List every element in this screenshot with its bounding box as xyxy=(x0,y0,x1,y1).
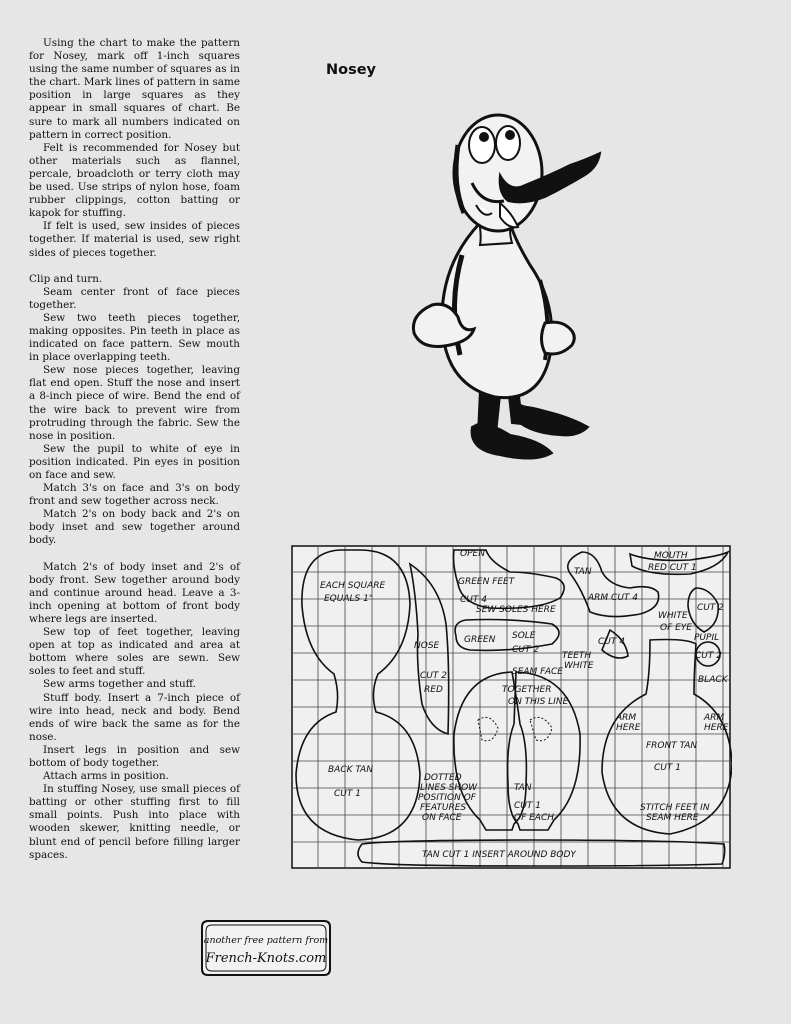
label-inset: TAN CUT 1 INSERT AROUND BODY xyxy=(422,850,576,860)
credit-line-1: another free pattern from xyxy=(203,935,329,946)
credit-badge-frame xyxy=(202,921,330,975)
instruction-paragraph: Match 2's of body inset and 2's of body front. Sew together around body and continue around head. Leave a 3-inch opening at bottom of front body where legs are inserted. xyxy=(29,560,240,625)
label-sew-soles: SEW SOLES HERE xyxy=(476,605,556,615)
label-together: TOGETHER xyxy=(502,685,552,695)
label-feet-cut: CUT 4 xyxy=(460,595,487,605)
instruction-paragraph: Using the chart to make the pattern for Nosey, mark off 1-inch squares using the same number of squares as in the chart. Mark lines of pattern in same position in large squares as they appear in small squares of chart. Be sure to mark all numbers indicated on pattern in correct position. xyxy=(29,37,240,141)
label-mouth-cut: RED CUT 1 xyxy=(648,563,697,573)
label-teeth: TEETH xyxy=(562,651,592,661)
instruction-paragraph: Attach arms in position. xyxy=(43,770,169,783)
label-on-this-line: ON THIS LINE xyxy=(508,697,569,707)
label-of-each: OF EACH xyxy=(514,813,555,823)
instruction-paragraph: Clip and turn. xyxy=(29,272,103,285)
instruction-paragraph: Stuff body. Insert a 7-inch piece of wire into head, neck and body. Bend ends of wire back the same as for the nose. xyxy=(29,691,240,743)
duck-foot xyxy=(512,407,588,436)
label-equals: EQUALS 1" xyxy=(324,594,373,604)
label-pupil-cut: CUT 2 xyxy=(695,651,722,661)
label-seam-face: SEAM FACE xyxy=(512,667,563,677)
instruction-paragraph: Match 2's on body back and 2's on body inset and sew together around body. xyxy=(29,508,240,547)
duck-pupil xyxy=(505,130,515,140)
instructions-text xyxy=(29,37,240,862)
label-sole: SOLE xyxy=(512,631,536,641)
label-face-tan: TAN xyxy=(514,783,532,793)
instruction-paragraph: Sew two teeth pieces together, making opposites. Pin teeth in place as indicated on face pattern. Sew mouth in place overlapping teeth. xyxy=(29,311,240,364)
label-eye-cut: CUT 2 xyxy=(697,603,724,613)
label-here-left: HERE xyxy=(616,723,641,733)
instruction-paragraph: Sew arms together and stuff. xyxy=(43,678,196,691)
label-back-cut: CUT 1 xyxy=(334,789,361,799)
credit-line-2: French-Knots.com xyxy=(205,951,327,966)
label-pupil: PUPIL xyxy=(694,633,720,643)
pattern-chart xyxy=(290,544,732,870)
label-teeth-color: WHITE xyxy=(564,661,594,671)
duck-body xyxy=(442,223,552,398)
label-arm-cut: ARM CUT 4 xyxy=(588,593,638,603)
label-sole-cut: CUT 2 xyxy=(512,645,539,655)
label-each-square: EACH SQUARE xyxy=(320,581,386,591)
instruction-paragraph: Seam center front of face pieces together. xyxy=(29,285,240,311)
label-front-cut: CUT 1 xyxy=(654,763,681,773)
label-back-tan: BACK TAN xyxy=(328,765,373,775)
label-arm-here-right: ARM xyxy=(704,713,725,723)
label-mouth: MOUTH xyxy=(654,551,688,561)
instruction-paragraph: Insert legs in position and sew bottom of body together. xyxy=(29,743,240,769)
label-teeth-cut: CUT 4 xyxy=(598,637,625,647)
label-front-tan: FRONT TAN xyxy=(646,741,698,751)
label-of-eye: OF EYE xyxy=(660,623,692,633)
instruction-paragraph: In stuffing Nosey, use small pieces of batting or other stuffing first to fill small points. Push into place with wooden skewer, knitting needle, or blunt end of pencil before filling larger spaces. xyxy=(29,783,240,861)
label-white-eye: WHITE xyxy=(658,611,688,621)
instruction-paragraph: Felt is recommended for Nosey but other materials such as flannel, percale, broadcloth or terry cloth may be used. Use strips of nylon hose, foam rubber clippings, cotton batting or kapok for stuffing. xyxy=(29,141,240,220)
label-lines-show: LINES SHOW xyxy=(420,783,478,793)
duck-pupil xyxy=(479,132,489,142)
label-open: OPEN xyxy=(460,549,485,559)
label-on-face: ON FACE xyxy=(422,813,462,823)
label-tan-arm: TAN xyxy=(574,567,592,577)
label-position-of: POSITION OF xyxy=(418,793,476,803)
label-arm-here-left: ARM xyxy=(616,713,637,723)
label-seam-here: SEAM HERE xyxy=(646,813,699,823)
label-here-right: HERE xyxy=(704,723,729,733)
label-green-sole: GREEN xyxy=(464,635,496,645)
page-title: Nosey xyxy=(326,62,377,78)
label-dotted: DOTTED xyxy=(424,773,462,783)
instruction-paragraph: Sew top of feet together, leaving open at top as indicated and area at bottom where soles are sewn. Sew soles to feet and stuff. xyxy=(29,626,240,678)
label-nose-cut: CUT 2 xyxy=(420,671,447,681)
instruction-paragraph: Sew nose pieces together, leaving flat end open. Stuff the nose and insert a 8-inch piece of wire. Bend the end of the wire back to prevent wire from protruding through the fabric. Sew the nose in position. xyxy=(29,364,240,442)
label-features: FEATURES xyxy=(420,803,467,813)
label-pupil-color: BLACK xyxy=(698,675,728,685)
label-stitch-feet: STITCH FEET IN xyxy=(640,803,710,813)
label-nose-color: RED xyxy=(424,685,443,695)
instruction-paragraph: Match 3's on face and 3's on body front and sew together across neck. xyxy=(29,482,240,508)
duck-eye xyxy=(469,127,495,163)
label-face-cut: CUT 1 xyxy=(514,801,541,811)
duck-illustration xyxy=(400,105,610,465)
label-green-feet: GREEN FEET xyxy=(458,577,515,587)
instruction-paragraph: Sew the pupil to white of eye in position indicated. Pin eyes in position on face and sew. xyxy=(29,442,240,481)
duck-arm xyxy=(542,322,575,354)
instruction-paragraph: If felt is used, sew insides of pieces together. If material is used, sew right sides of pieces together. xyxy=(29,220,240,259)
credit-badge xyxy=(198,915,334,981)
label-nose: NOSE xyxy=(414,641,440,651)
